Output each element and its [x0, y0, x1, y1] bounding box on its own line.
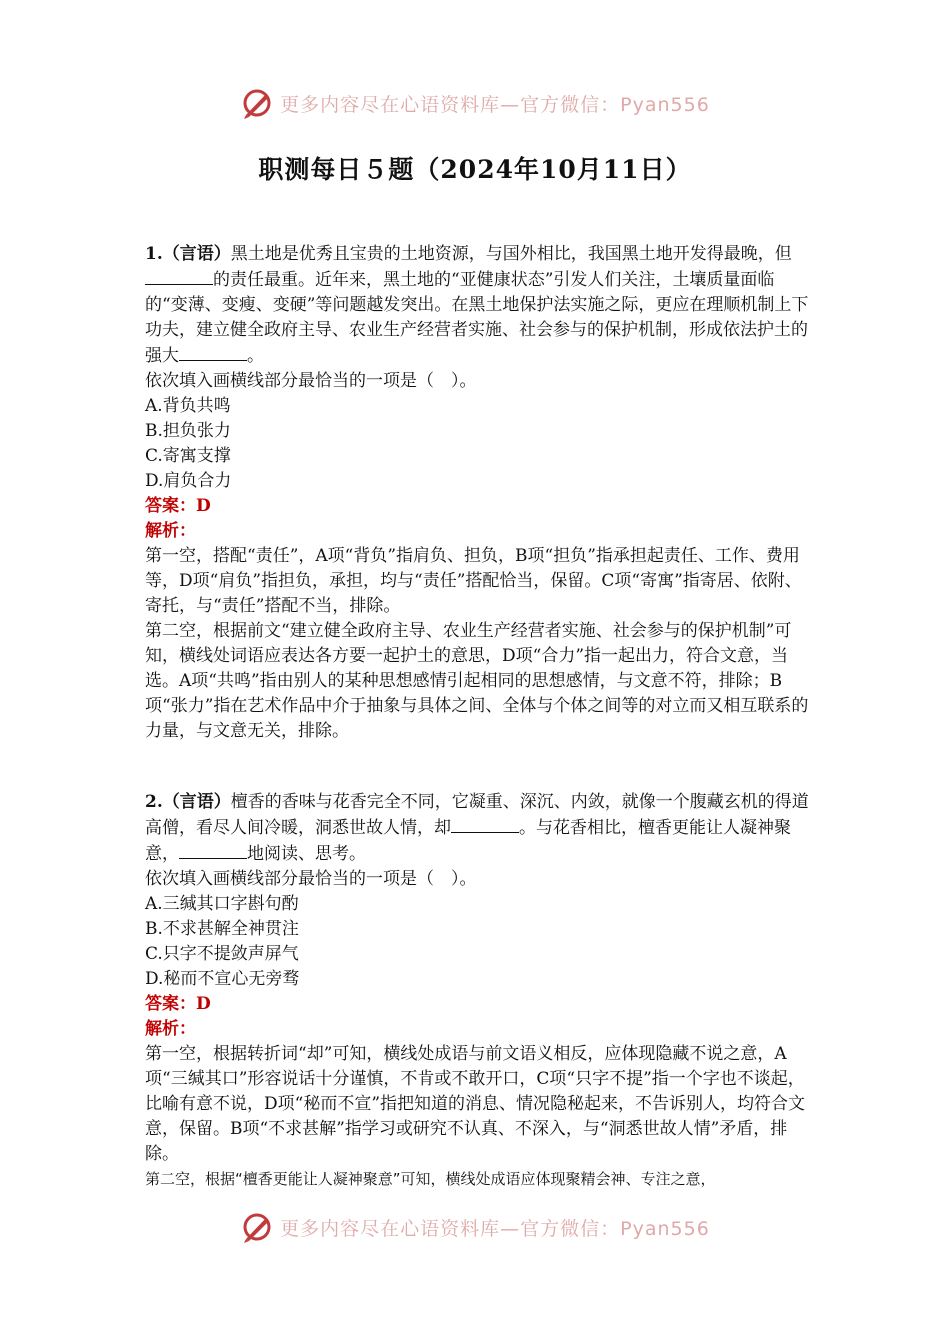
option-d: D.肩负合力: [145, 471, 232, 491]
analysis-paragraph: 第二空，根据“檀香更能让人凝神聚意”可知，横线处成语应体现聚精会神、专注之意，: [145, 1170, 716, 1188]
option-b: B.不求甚解全神贯注: [145, 919, 299, 939]
option-b: B.担负张力: [145, 421, 231, 441]
analysis-label: 解析：: [145, 521, 196, 541]
fill-blank: [179, 343, 247, 361]
option-a: A.三缄其口字斟句酌: [145, 894, 299, 914]
question-prompt: 依次填入画横线部分最恰当的一项是（ ）。: [145, 371, 477, 391]
answer-label: 答案：D: [145, 496, 211, 516]
question-number: 1.: [145, 244, 163, 264]
question-2: [145, 790, 810, 1192]
fill-blank: [451, 815, 519, 833]
answer-label: 答案：D: [145, 994, 211, 1014]
banner-text: 更多内容尽在心语资料库—官方微信：Pyan556: [280, 1217, 710, 1240]
option-a: A.背负共鸣: [145, 396, 231, 416]
header-banner: [0, 86, 950, 124]
analysis-paragraph: 第二空，根据前文“建立健全政府主导、农业生产经营者实施、社会参与的保护机制”可知，横线处词语应表达各方要一起护土的意思，D项“合力”指一起出力，符合文意，当选。A项“共鸣”指由别人的某种思想感情引起相同的思想感情，与文意不符，排除；B项“张力”指在艺术作品中介于抽象与具体之间、全体与个体之间等的对立而又相互联系的力量，与文意无关，排除。: [145, 621, 809, 741]
fill-blank: [179, 841, 247, 859]
question-1: [145, 242, 810, 744]
fill-blank: [145, 267, 213, 285]
page-title: 职测每日５题（2024年10月11日）: [258, 155, 692, 184]
stem-text: 檀香的香味与花香完全不同，它凝重、深沉、内敛，就像一个腹藏玄机的得道高僧，看尽人间冷暖，洞悉世故人情，却: [145, 792, 809, 838]
stem-text: 。与花香相比，檀香更能让人凝神聚意，: [145, 818, 791, 864]
footer-banner: [0, 1210, 950, 1248]
analysis-paragraph: 第一空，搭配“责任”，A项“背负”指肩负、担负，B项“担负”指承担起责任、工作、费用等，D项“肩负”指担负，承担，均与“责任”搭配恰当，保留。C项“寄寓”指寄居、依附、寄托，与“责任”搭配不当，排除。: [145, 546, 802, 616]
stem-text: 黑土地是优秀且宝贵的土地资源，与国外相比，我国黑土地开发得最晚，但: [230, 244, 792, 264]
option-c: C.只字不提敛声屏气: [145, 944, 299, 964]
question-number: 2.: [145, 792, 163, 812]
question-tag: （言语）: [162, 792, 231, 812]
question-tag: （言语）: [162, 244, 231, 264]
option-c: C.寄寓支撑: [145, 446, 231, 466]
banner-text: 更多内容尽在心语资料库—官方微信：Pyan556: [280, 93, 710, 116]
question-stem: [145, 242, 810, 369]
pen-circle-logo-icon: [240, 86, 274, 120]
pen-circle-logo-icon: [240, 1210, 274, 1244]
stem-text: 地阅读、思考。: [247, 844, 366, 864]
option-d: D.秘而不宣心无旁骛: [145, 969, 300, 989]
stem-text: 的责任最重。近年来，黑土地的“亚健康状态”引发人们关注，土壤质量面临的“变薄、变瘦、变硬”等问题越发突出。在黑土地保护法实施之际，更应在理顺机制上下功夫，建立健全政府主导、农业生产经营者实施、社会参与的保护机制，形成依法护土的强大: [145, 270, 809, 366]
question-prompt: 依次填入画横线部分最恰当的一项是（ ）。: [145, 869, 477, 889]
stem-text: 。: [247, 346, 264, 366]
question-stem: [145, 790, 810, 867]
analysis-label: 解析：: [145, 1019, 196, 1039]
analysis-paragraph: 第一空，根据转折词“却”可知，横线处成语与前文语义相反，应体现隐藏不说之意，A项“三缄其口”形容说话十分谨慎，不肯或不敢开口，C项“只字不提”指一个字也不谈起，比喻有意不说，D项“秘而不宣”指把知道的消息、情况隐秘起来，不告诉别人，均符合文意，保留。B项“不求甚解”指学习或研究不认真、不深入，与“洞悉世故人情”矛盾，排除。: [145, 1044, 806, 1164]
